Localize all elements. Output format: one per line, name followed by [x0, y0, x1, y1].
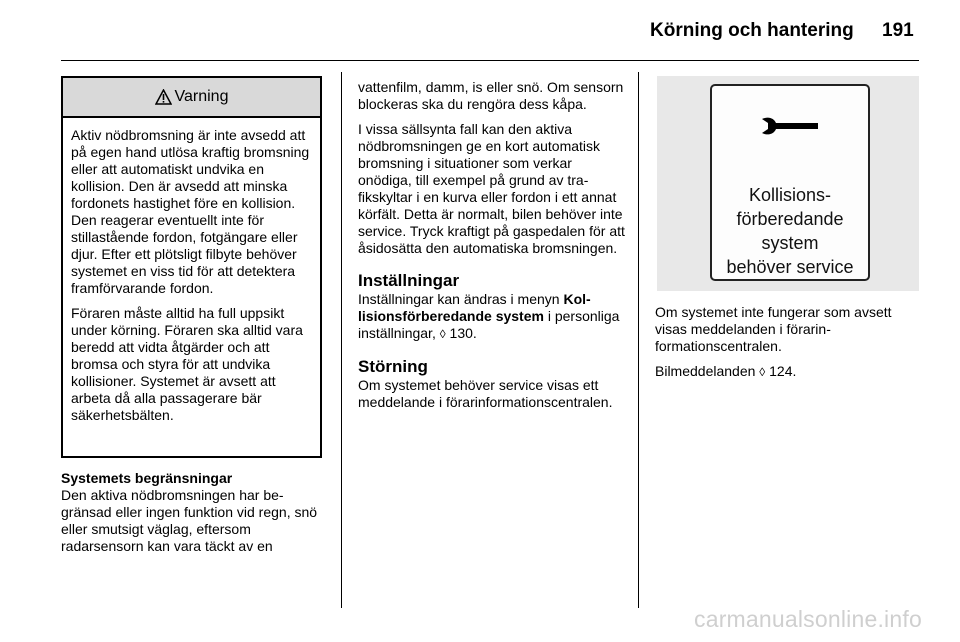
- reference-paragraph: Bilmeddelanden ◊ 124.: [655, 363, 797, 379]
- page-reference: 130.: [449, 325, 477, 341]
- warning-header: [63, 78, 320, 118]
- settings-paragraph: Inställningar kan ändras i menyn Kollisionsförberedande system i personliga inställningar, ◊ 130.: [358, 291, 620, 341]
- display-message: Kollisions- förberedande system behöver service: [726, 185, 854, 277]
- warning-triangle-icon: [155, 89, 172, 105]
- warning-paragraph: Aktiv nödbromsning är inte avsedd att på egen hand utlösa kraftig bromsning eller att automatiskt undvika en kollision. Den är avsedd att minska fordonets hastighet före en kollision. Den reagerar eventuellt inte för stillastående fordon, fotgängare eller djur. Efter ett plötsligt filbyte behöver systemet en viss tid för att detektera framförvarande fordon.: [71, 127, 310, 296]
- warning-title: Varning: [174, 88, 229, 105]
- column-divider: [638, 72, 639, 608]
- page-ref-icon: ◊: [439, 327, 446, 341]
- fault-paragraph: Om systemet behöver service visas ett meddelande i förarinformationscentralen.: [358, 377, 613, 410]
- body-paragraph: vattenfilm, damm, is eller snö. Om sensorn blockeras ska du rengöra dess kåpa.: [358, 79, 624, 112]
- warning-body: [63, 118, 320, 424]
- column-divider: [341, 72, 342, 608]
- column-1-text: [61, 470, 326, 555]
- page-reference: 124.: [769, 363, 797, 379]
- body-paragraph: Om systemet inte fungerar som avsett visas meddelanden i förarinformationscentralen.: [655, 304, 892, 354]
- display-screen: [710, 84, 870, 281]
- page-ref-icon: ◊: [759, 365, 766, 379]
- wrench-icon: [758, 114, 822, 138]
- column-2-text: [358, 79, 626, 419]
- page-title: Körning och hantering: [650, 20, 854, 41]
- limitations-text: Den aktiva nödbromsningen har begränsad eller ingen funktion vid regn, snö eller smutsigt väglag, eftersom radarsensorn kan vara täckt av en: [61, 487, 318, 554]
- fault-heading: Störning: [358, 357, 428, 376]
- warning-box: [61, 76, 322, 458]
- warning-paragraph: Föraren måste alltid ha full uppsikt under körning. Föraren ska alltid vara beredd att vidta åtgärder och att bromsa och styra för att undvika kollisioner. Systemet är avsett att arbeta då alla passagerare bär säkerhetsbälten.: [71, 305, 303, 423]
- column-3-text: [655, 304, 919, 389]
- body-paragraph: I vissa sällsynta fall kan den aktiva nödbromsningen ge en kort automatisk bromsning i situationer som verkar onödiga, till exempel på grund av trafikskyltar i en kurva eller fordon i ett annat körfält. Detta är normalt, bilen behöver inte service. Tryck kraftigt på gaspedalen för att åsidosätta den automatiska bromsningen.: [358, 121, 625, 256]
- menu-name: Kollisionsförberedande system: [358, 291, 591, 324]
- settings-heading: Inställningar: [358, 271, 460, 290]
- limitations-heading: Systemets begränsningar: [61, 470, 233, 486]
- page-number: 191: [882, 20, 914, 41]
- header-divider: [61, 60, 919, 61]
- watermark: carmanualsonline.info: [694, 606, 922, 632]
- figure-illustration: [657, 76, 919, 291]
